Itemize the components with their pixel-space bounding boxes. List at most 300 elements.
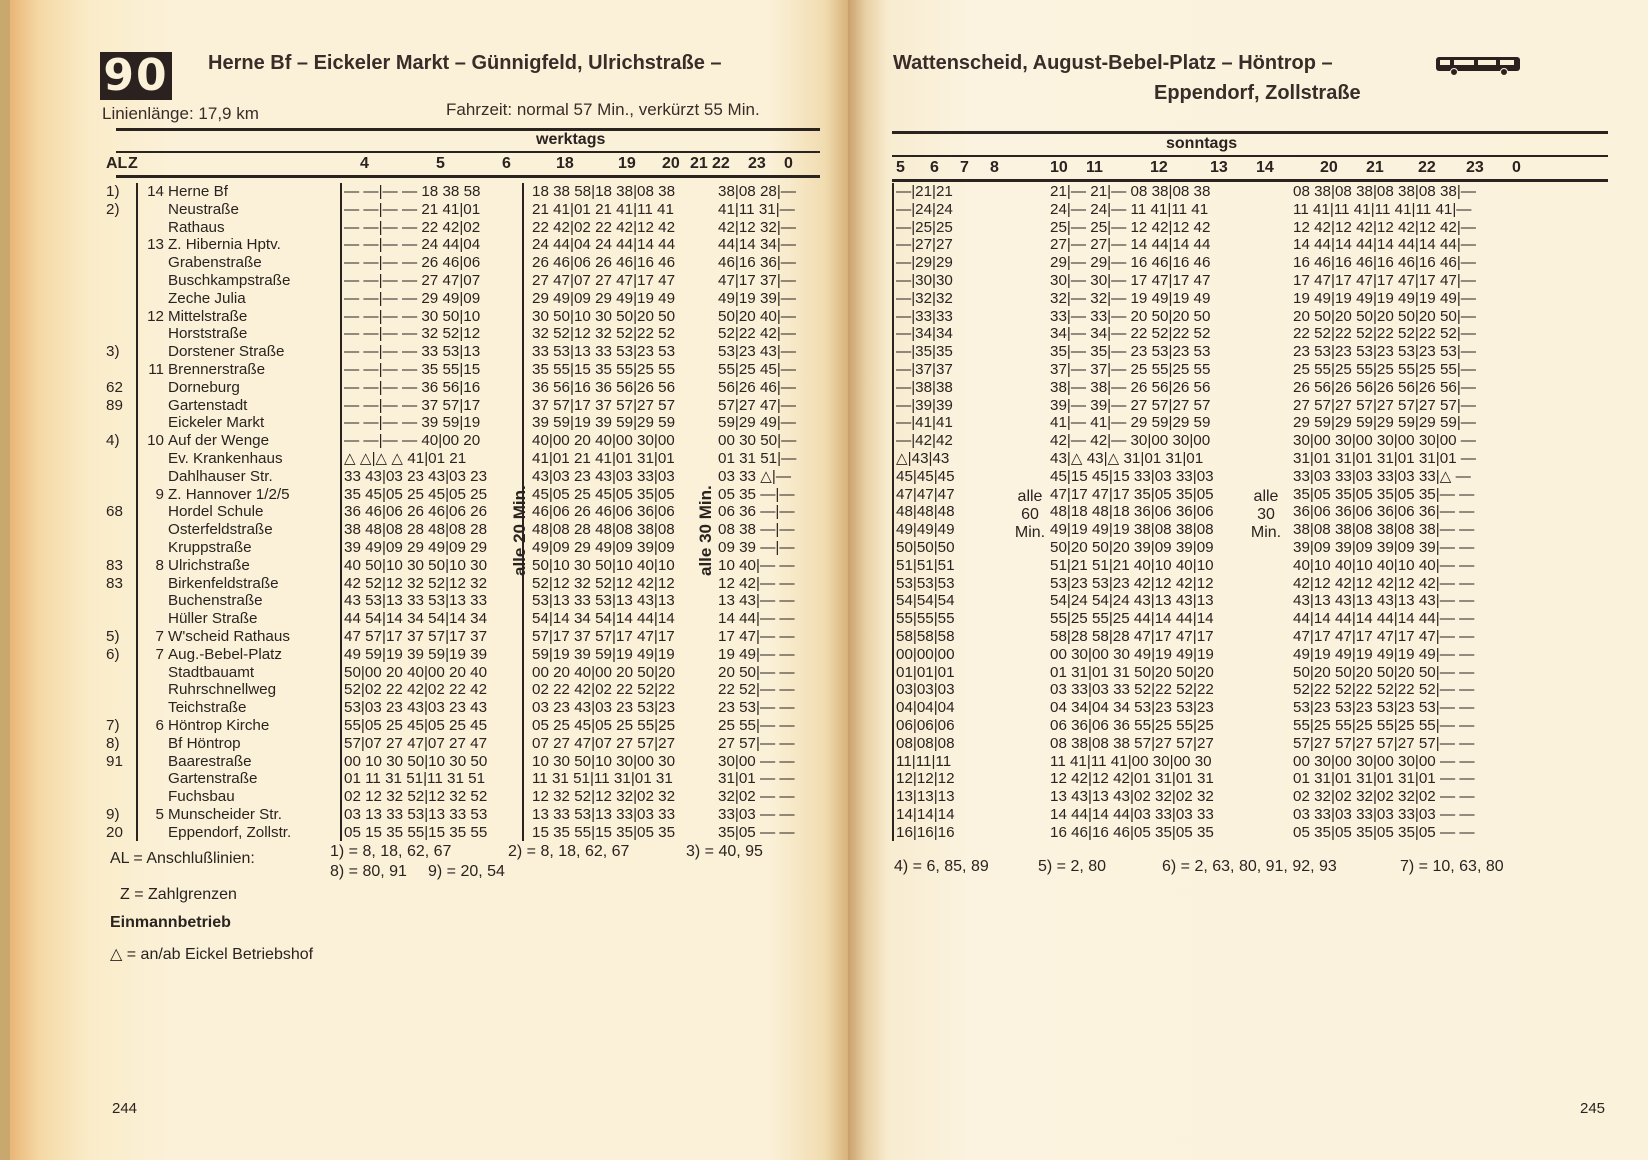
times-midday: 01 31|01 31 50|20 50|20 xyxy=(1050,663,1214,681)
stop-name: Höntrop Kirche xyxy=(168,716,270,734)
times-early: — —|— — 32 52|12 xyxy=(341,325,523,343)
times-evening: 44|14 44|14 44|14 44|— — xyxy=(1293,610,1475,628)
times-late: 47|17 37|— xyxy=(718,271,796,289)
fare-zone xyxy=(137,272,166,290)
fare-zone: 9 xyxy=(137,486,166,504)
fare-zone xyxy=(137,788,166,806)
table-row xyxy=(893,699,1533,717)
table-row xyxy=(893,646,1533,664)
column-header: 6 xyxy=(502,155,511,172)
times-evening: 36|06 36|06 36|06 36|— — xyxy=(1293,503,1475,521)
table-row xyxy=(893,325,1533,343)
column-header: 0 xyxy=(1512,159,1521,176)
stop-name: Hordel Schule xyxy=(168,503,264,521)
times-midday: 11 41|11 41|00 30|00 30 xyxy=(1050,752,1212,770)
connection-note: 6) xyxy=(106,645,120,663)
times-early: 40 50|10 30 50|10 30 xyxy=(341,557,523,575)
connection-note xyxy=(104,325,137,343)
times-evening: 26 46|06 26 46|16 46 xyxy=(523,254,704,272)
fare-zone xyxy=(137,379,166,397)
times-early: 52|02 22 42|02 22 42 xyxy=(341,681,523,699)
fare-zone xyxy=(137,290,166,308)
route-title-right-2: Eppendorf, Zollstraße xyxy=(1154,82,1361,104)
times-late: 01 31 51|— xyxy=(718,449,797,467)
times-morning: 51|51|51 xyxy=(893,557,994,575)
stop-name: Baarestraße xyxy=(168,752,252,770)
times-morning: —|35|35 xyxy=(893,343,994,361)
times-evening: 49|09 29 49|09 39|09 xyxy=(523,539,704,557)
times-late: 53|23 43|— xyxy=(718,343,796,361)
times-evening: 11 41|11 41|11 41|11 41|— xyxy=(1293,200,1472,218)
times-midday: 03 33|03 33 52|22 52|22 xyxy=(1050,681,1214,699)
times-early: — —|— — 21 41|01 xyxy=(341,201,523,219)
table-row xyxy=(893,486,1533,504)
column-header: 10 xyxy=(1050,159,1068,176)
stop-name: Gartenstadt xyxy=(168,396,248,414)
times-evening: 45|05 25 45|05 35|05 xyxy=(523,486,704,504)
times-early: 01 11 31 51|11 31 51 xyxy=(341,770,523,788)
times-late: 33|03 — — xyxy=(718,805,795,823)
times-midday: 12 42|12 42|01 31|01 31 xyxy=(1050,770,1214,788)
times-evening: 03 23 43|03 23 53|23 xyxy=(523,699,704,717)
times-evening: 39|09 39|09 39|09 39|— — xyxy=(1293,538,1475,556)
times-evening: 41|01 21 41|01 31|01 xyxy=(523,450,704,468)
table-row xyxy=(104,254,816,272)
connection-note xyxy=(104,539,137,557)
times-evening: 33|03 33|03 33|03 33|△ — xyxy=(1293,467,1471,485)
connection-note xyxy=(104,592,137,610)
times-morning: 48|48|48 xyxy=(893,503,994,521)
footnote-7: 7) = 10, 63, 80 xyxy=(1400,858,1504,875)
times-evening: 40|00 20 40|00 30|00 xyxy=(523,432,704,450)
times-evening: 50|20 50|20 50|20 50|— — xyxy=(1293,663,1475,681)
table-row xyxy=(893,503,1533,521)
times-morning: —|27|27 xyxy=(893,236,994,254)
table-row xyxy=(104,343,816,361)
times-morning: —|42|42 xyxy=(893,432,994,450)
times-evening: 13 33 53|13 33|03 33 xyxy=(523,806,704,824)
times-midday: 45|15 45|15 33|03 33|03 xyxy=(1050,467,1214,485)
section-label-werktags: werktags xyxy=(536,131,606,148)
fare-zone xyxy=(137,414,166,432)
times-morning: 50|50|50 xyxy=(893,539,994,557)
times-midday: 42|— 42|— 30|00 30|00 xyxy=(1050,432,1211,450)
interval-note-60: alle 60 Min. xyxy=(1014,488,1046,541)
table-row xyxy=(104,272,816,290)
times-early: 49 59|19 39 59|19 39 xyxy=(341,646,523,664)
times-late: 50|20 40|— xyxy=(718,307,796,325)
fare-zone: 5 xyxy=(137,806,166,824)
times-early: 35 45|05 25 45|05 25 xyxy=(341,486,523,504)
times-early: 55|05 25 45|05 25 45 xyxy=(341,717,523,735)
stop-name: Kruppstraße xyxy=(168,538,252,556)
times-morning: —|30|30 xyxy=(893,272,994,290)
table-row xyxy=(104,788,816,806)
fare-zone: 8 xyxy=(137,557,166,575)
times-evening: 27 57|27 57|27 57|27 57|— xyxy=(1293,396,1476,414)
table-row xyxy=(893,272,1533,290)
times-morning: —|25|25 xyxy=(893,219,994,237)
stop-name: Horststraße xyxy=(168,325,248,343)
table-row xyxy=(893,343,1533,361)
times-early: 36 46|06 26 46|06 26 xyxy=(341,503,523,521)
times-late: 38|08 28|— xyxy=(718,183,796,200)
times-midday: 29|— 29|— 16 46|16 46 xyxy=(1050,254,1211,272)
table-row xyxy=(104,575,816,593)
times-morning: 12|12|12 xyxy=(893,770,994,788)
table-row xyxy=(893,379,1533,397)
times-evening: 35 55|15 35 55|25 55 xyxy=(523,361,704,379)
times-evening: 36 56|16 36 56|26 56 xyxy=(523,379,704,397)
table-row xyxy=(104,325,816,343)
connection-note: 3) xyxy=(106,343,120,361)
times-late: 23 53|— — xyxy=(718,699,795,717)
connection-note xyxy=(104,450,137,468)
times-evening: 35|05 35|05 35|05 35|— — xyxy=(1293,485,1475,503)
stop-name: Osterfeldstraße xyxy=(168,521,273,539)
table-row xyxy=(893,788,1533,806)
travel-time: Fahrzeit: normal 57 Min., verkürzt 55 Min. xyxy=(446,100,760,119)
table-row xyxy=(104,664,816,682)
times-early: — —|— — 29 49|09 xyxy=(341,290,523,308)
times-morning: —|29|29 xyxy=(893,254,994,272)
times-midday: 32|— 32|— 19 49|19 49 xyxy=(1050,289,1211,307)
stop-name: Dorneburg xyxy=(168,378,240,396)
connection-note xyxy=(104,254,137,272)
connection-note xyxy=(104,681,137,699)
table-row xyxy=(104,201,816,219)
column-header: 21 xyxy=(1366,159,1384,176)
stop-name: Eickeler Markt xyxy=(168,414,265,432)
times-evening: 00 30|00 30|00 30|00 — — xyxy=(1293,752,1475,770)
table-row xyxy=(104,236,816,254)
times-late: 31|01 — — xyxy=(718,770,795,788)
connection-note xyxy=(104,521,137,539)
times-evening: 24 44|04 24 44|14 44 xyxy=(523,236,704,254)
fare-zone xyxy=(137,610,166,628)
stop-name: Eppendorf, Zollstr. xyxy=(168,823,292,841)
times-evening: 25 55|25 55|25 55|25 55|— xyxy=(1293,360,1476,378)
times-morning: 03|03|03 xyxy=(893,681,994,699)
times-midday: 06 36|06 36 55|25 55|25 xyxy=(1050,716,1214,734)
times-evening: 20 50|20 50|20 50|20 50|— xyxy=(1293,307,1476,325)
times-evening: 05 35|05 35|05 35|05 — — xyxy=(1293,823,1475,841)
connection-note xyxy=(104,236,137,254)
table-row xyxy=(104,414,816,432)
stop-name: Birkenfeldstraße xyxy=(168,574,279,592)
table-row xyxy=(104,735,816,753)
footnote-depot: △ = an/ab Eickel Betriebshof xyxy=(110,946,314,963)
times-midday: 41|— 41|— 29 59|29 59 xyxy=(1050,414,1211,432)
route-title-right-1: Wattenscheid, August-Bebel-Platz – Höntrop – xyxy=(893,52,1333,74)
times-midday: 48|18 48|18 36|06 36|06 xyxy=(1050,503,1214,521)
connection-note xyxy=(104,361,137,379)
header-rule-bottom-right xyxy=(892,179,1608,182)
times-late: 12 42|— — xyxy=(718,574,795,592)
stop-name: Herne Bf xyxy=(168,183,228,200)
table-row xyxy=(104,806,816,824)
times-early: — —|— — 26 46|06 xyxy=(341,254,523,272)
times-evening: 50|10 30 50|10 40|10 xyxy=(523,557,704,575)
fare-zone xyxy=(137,201,166,219)
column-header: 22 xyxy=(712,155,730,172)
fare-zone xyxy=(137,539,166,557)
times-evening: 21 41|01 21 41|11 41 xyxy=(523,201,704,219)
footnote-al-label: AL = Anschlußlinien: xyxy=(110,850,255,867)
fare-zone xyxy=(137,219,166,237)
stop-name: Buschkampstraße xyxy=(168,271,291,289)
times-early: — —|— — 37 57|17 xyxy=(341,397,523,415)
times-morning: 16|16|16 xyxy=(893,824,994,842)
table-row xyxy=(893,414,1533,432)
fare-zone: 7 xyxy=(137,646,166,664)
column-header: 12 xyxy=(1150,159,1168,176)
fare-zone xyxy=(137,592,166,610)
stop-name: Stadtbauamt xyxy=(168,663,255,681)
fare-zone xyxy=(137,450,166,468)
times-evening: 49|19 49|19 49|19 49|— — xyxy=(1293,645,1475,663)
times-late: 25 55|— — xyxy=(718,716,795,734)
connection-note xyxy=(104,290,137,308)
column-header: 21 xyxy=(690,155,708,172)
column-header: 0 xyxy=(784,155,793,172)
table-row xyxy=(104,379,816,397)
times-morning: —|24|24 xyxy=(893,201,994,219)
times-early: — —|— — 39 59|19 xyxy=(341,414,523,432)
times-late: 13 43|— — xyxy=(718,592,795,610)
times-evening: 30 50|10 30 50|20 50 xyxy=(523,308,704,326)
table-row xyxy=(104,770,816,788)
times-late: 57|27 47|— xyxy=(718,396,796,414)
table-row xyxy=(893,681,1533,699)
stop-name: Neustraße xyxy=(168,200,239,218)
table-row xyxy=(893,753,1533,771)
table-row xyxy=(893,236,1533,254)
times-evening: 29 59|29 59|29 59|29 59|— xyxy=(1293,414,1476,432)
times-evening: 07 27 47|07 27 57|27 xyxy=(523,735,704,753)
times-morning: —|38|38 xyxy=(893,379,994,397)
footnote-6: 6) = 2, 63, 80, 91, 92, 93 xyxy=(1162,858,1337,875)
times-evening: 57|27 57|27 57|27 57|— — xyxy=(1293,734,1475,752)
table-row xyxy=(104,468,816,486)
times-morning: 08|08|08 xyxy=(893,735,994,753)
times-midday: 00 30|00 30 49|19 49|19 xyxy=(1050,645,1214,663)
times-evening: 54|14 34 54|14 44|14 xyxy=(523,610,704,628)
connection-note: 7) xyxy=(106,716,120,734)
table-row xyxy=(893,610,1533,628)
times-early: 50|00 20 40|00 20 40 xyxy=(341,664,523,682)
times-evening: 42|12 42|12 42|12 42|— — xyxy=(1293,574,1475,592)
table-row xyxy=(893,539,1533,557)
footnote-1: 1) = 8, 18, 62, 67 xyxy=(330,843,452,860)
times-early: 57|07 27 47|07 27 47 xyxy=(341,735,523,753)
times-morning: 14|14|14 xyxy=(893,806,994,824)
times-morning: 53|53|53 xyxy=(893,575,994,593)
times-midday: 54|24 54|24 43|13 43|13 xyxy=(1050,592,1214,610)
times-morning: △|43|43 xyxy=(893,450,994,468)
times-morning: 49|49|49 xyxy=(893,521,994,539)
times-midday: 43|△ 43|△ 31|01 31|01 xyxy=(1050,449,1204,467)
stop-name: Z. Hannover 1/2/5 xyxy=(168,485,290,503)
stop-name: Grabenstraße xyxy=(168,254,262,272)
column-header: Z xyxy=(128,155,138,172)
times-evening: 37 57|17 37 57|27 57 xyxy=(523,397,704,415)
times-early: 00 10 30 50|10 30 50 xyxy=(341,753,523,771)
times-evening: 14 44|14 44|14 44|14 44|— xyxy=(1293,236,1476,254)
times-late: 32|02 — — xyxy=(718,788,795,806)
connection-note xyxy=(104,272,137,290)
times-midday: 25|— 25|— 12 42|12 42 xyxy=(1050,218,1211,236)
table-row xyxy=(104,753,816,771)
times-evening: 57|17 37 57|17 47|17 xyxy=(523,628,704,646)
times-evening: 00 20 40|00 20 50|20 xyxy=(523,664,704,682)
times-late: 06 36 —|— xyxy=(718,503,795,521)
times-midday: 39|— 39|— 27 57|27 57 xyxy=(1050,396,1211,414)
table-row xyxy=(104,610,816,628)
times-midday: 34|— 34|— 22 52|22 52 xyxy=(1050,325,1211,343)
route-title-left: Herne Bf – Eickeler Markt – Günnigfeld, Ulrichstraße – xyxy=(208,52,722,74)
column-header: 22 xyxy=(1418,159,1436,176)
times-late: 19 49|— — xyxy=(718,645,795,663)
times-early: 39 49|09 29 49|09 29 xyxy=(341,539,523,557)
column-header: 7 xyxy=(960,159,969,176)
times-morning: —|37|37 xyxy=(893,361,994,379)
times-midday: 47|17 47|17 35|05 35|05 xyxy=(1050,485,1214,503)
times-morning: —|21|21 xyxy=(893,183,994,201)
times-midday: 50|20 50|20 39|09 39|09 xyxy=(1050,538,1214,556)
times-evening: 43|03 23 43|03 33|03 xyxy=(523,468,704,486)
times-evening: 48|08 28 48|08 38|08 xyxy=(523,521,704,539)
connection-note xyxy=(104,664,137,682)
times-early: 38 48|08 28 48|08 28 xyxy=(341,521,523,539)
times-late: 05 35 —|— xyxy=(718,485,795,503)
times-evening: 01 31|01 31|01 31|01 — — xyxy=(1293,770,1475,788)
footnote-one-man: Einmannbetrieb xyxy=(110,914,231,931)
connection-note xyxy=(104,414,137,432)
table-row xyxy=(893,575,1533,593)
column-header: 20 xyxy=(662,155,680,172)
table-row xyxy=(104,681,816,699)
table-row xyxy=(893,806,1533,824)
table-row xyxy=(893,824,1533,842)
times-early: 53|03 23 43|03 23 43 xyxy=(341,699,523,717)
times-late: 44|14 34|— xyxy=(718,236,796,254)
footnote-5: 5) = 2, 80 xyxy=(1038,858,1107,875)
fare-zone xyxy=(137,343,166,361)
times-evening: 31|01 31|01 31|01 31|01 — xyxy=(1293,449,1476,467)
times-morning: —|32|32 xyxy=(893,290,994,308)
times-evening: 52|12 32 52|12 42|12 xyxy=(523,575,704,593)
times-evening: 52|22 52|22 52|22 52|— — xyxy=(1293,681,1475,699)
connection-note: 68 xyxy=(106,503,123,521)
times-evening: 15 35 55|15 35|05 35 xyxy=(523,824,704,842)
times-late: 35|05 — — xyxy=(718,823,795,841)
times-early: — —|— — 27 47|07 xyxy=(341,272,523,290)
table-row xyxy=(893,254,1533,272)
table-row xyxy=(104,717,816,735)
interval-note-20: alle 20 Min. xyxy=(510,485,529,576)
page-number-right: 245 xyxy=(1580,1100,1606,1117)
times-late: 08 38 —|— xyxy=(718,521,795,539)
footnote-2: 2) = 8, 18, 62, 67 xyxy=(508,843,630,860)
times-evening: 11 31 51|11 31|01 31 xyxy=(523,770,704,788)
footnote-3: 3) = 40, 95 xyxy=(686,843,763,860)
fare-zone xyxy=(137,824,166,842)
stop-name: Gartenstraße xyxy=(168,770,258,788)
times-late: 49|19 39|— xyxy=(718,289,796,307)
header-rule-top xyxy=(116,128,820,131)
fare-zone xyxy=(137,503,166,521)
connection-note: 83 xyxy=(106,574,123,592)
table-row xyxy=(104,219,816,237)
times-evening: 30|00 30|00 30|00 30|00 — xyxy=(1293,432,1476,450)
times-evening: 59|19 39 59|19 49|19 xyxy=(523,646,704,664)
sunday-timetable xyxy=(892,183,1533,841)
stop-name: Hüller Straße xyxy=(168,610,258,628)
times-early: △ △|△ △ 41|01 21 xyxy=(341,450,523,468)
footnote-9: 9) = 20, 54 xyxy=(428,863,505,880)
times-midday: 51|21 51|21 40|10 40|10 xyxy=(1050,556,1214,574)
times-early: 44 54|14 34 54|14 34 xyxy=(341,610,523,628)
times-evening: 12 32 52|12 32|02 32 xyxy=(523,788,704,806)
column-header: 18 xyxy=(556,155,574,172)
times-late: 46|16 36|— xyxy=(718,254,796,272)
times-evening: 39 59|19 39 59|29 59 xyxy=(523,414,704,432)
table-row xyxy=(893,557,1533,575)
section-label-sonntags: sonntags xyxy=(1166,135,1238,152)
times-midday: 24|— 24|— 11 41|11 41 xyxy=(1050,200,1209,218)
connection-note xyxy=(104,308,137,326)
header-rule-bottom xyxy=(116,175,820,178)
table-row xyxy=(104,290,816,308)
times-midday: 30|— 30|— 17 47|17 47 xyxy=(1050,271,1211,289)
connection-note xyxy=(104,468,137,486)
times-evening: 55|25 55|25 55|25 55|— — xyxy=(1293,716,1475,734)
times-late: 42|12 32|— xyxy=(718,218,796,236)
fare-zone: 10 xyxy=(137,432,166,450)
column-header: 5 xyxy=(896,159,905,176)
table-row xyxy=(893,592,1533,610)
fare-zone xyxy=(137,521,166,539)
times-morning: 13|13|13 xyxy=(893,788,994,806)
times-morning: 47|47|47 xyxy=(893,486,994,504)
page-number-left: 244 xyxy=(112,1100,138,1117)
table-row xyxy=(104,592,816,610)
stop-name: Zeche Julia xyxy=(168,289,246,307)
fare-zone xyxy=(137,468,166,486)
times-late: 59|29 49|— xyxy=(718,414,796,432)
table-row xyxy=(104,432,816,450)
times-midday: 55|25 55|25 44|14 44|14 xyxy=(1050,610,1214,628)
interval-note-30-right: alle 30 Min. xyxy=(1250,488,1282,541)
table-row xyxy=(893,468,1533,486)
fare-zone xyxy=(137,770,166,788)
connection-note: 83 xyxy=(106,556,123,574)
times-midday: 53|23 53|23 42|12 42|12 xyxy=(1050,574,1214,592)
table-row xyxy=(104,308,816,326)
times-morning: 04|04|04 xyxy=(893,699,994,717)
stop-name: Buchenstraße xyxy=(168,592,263,610)
interval-note-30: alle 30 Min. xyxy=(696,485,715,576)
table-row xyxy=(104,628,816,646)
times-late: 30|00 — — xyxy=(718,752,795,770)
fare-zone: 12 xyxy=(137,308,166,326)
times-evening: 03 33|03 33|03 33|03 — — xyxy=(1293,805,1475,823)
stop-name: Fuchsbau xyxy=(168,788,235,806)
stop-name: Aug.-Bebel-Platz xyxy=(168,645,282,663)
times-evening: 08 38|08 38|08 38|08 38|— xyxy=(1293,183,1476,200)
table-row xyxy=(893,183,1533,201)
